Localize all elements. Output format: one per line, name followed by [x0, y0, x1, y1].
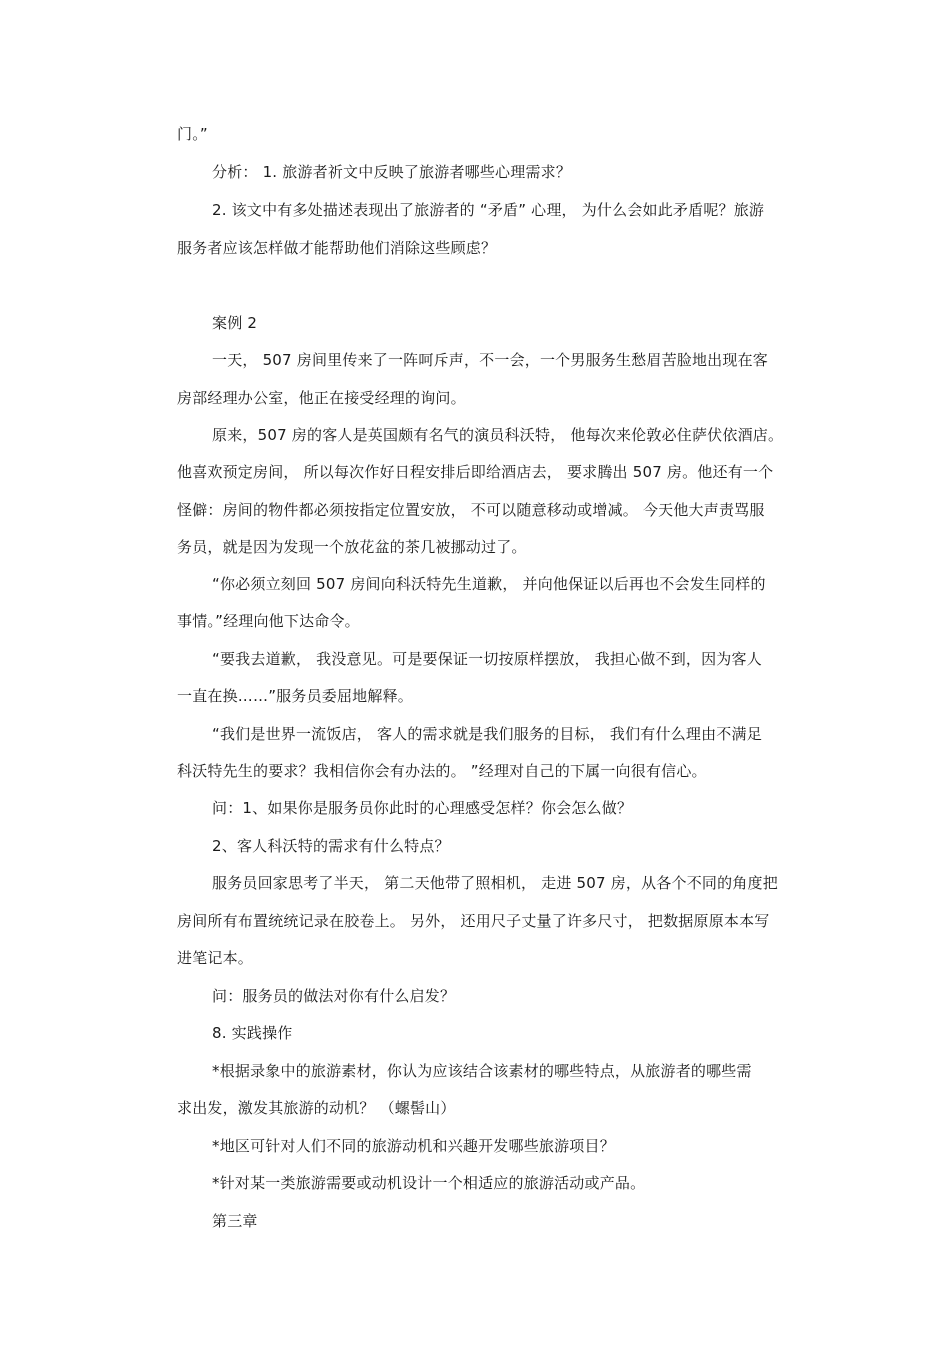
practice-item: *根据录象中的旅游素材，你认为应该结合该素材的哪些特点，从旅游者的哪些需 — [212, 1062, 752, 1080]
text-line: 门。” — [177, 125, 208, 143]
text-line: 服务员回家思考了半天， 第二天他带了照相机， 走进 507 房，从各个不同的角度把 — [212, 874, 778, 892]
practice-item: *针对某一类旅游需要或动机设计一个相适应的旅游活动或产品。 — [212, 1174, 646, 1192]
analysis-question-2: 2. 该文中有多处描述表现出了旅游者的 “矛盾” 心理， 为什么会如此矛盾呢？旅游 — [212, 201, 765, 219]
text-line: 一天， 507 房间里传来了一阵呵斥声，不一会，一个男服务生愁眉苦脸地出现在客 — [212, 351, 768, 369]
text-line: 求出发，激发其旅游的动机？ （螺髻山） — [177, 1099, 456, 1117]
section-heading: 8. 实践操作 — [212, 1024, 293, 1042]
text-line: 服务者应该怎样做才能帮助他们消除这些顾虑？ — [177, 239, 497, 257]
analysis-question-1: 分析： 1. 旅游者祈文中反映了旅游者哪些心理需求？ — [212, 163, 572, 181]
text-line: “你必须立刻回 507 房间向科沃特先生道歉， 并向他保证以后再也不会发生同样的 — [212, 575, 766, 593]
practice-item: *地区可针对人们不同的旅游动机和兴趣开发哪些旅游项目？ — [212, 1137, 615, 1155]
text-line: 原来，507 房的客人是英国颇有名气的演员科沃特， 他每次来伦敦必住萨伏依酒店。 — [212, 426, 784, 444]
text-line: 怪僻：房间的物件都必须按指定位置安放， 不可以随意移动或增减。 今天他大声责骂服 — [177, 501, 765, 519]
case-heading: 案例 2 — [212, 314, 258, 332]
text-line: 房间所有布置统统记录在胶卷上。 另外， 还用尺子丈量了许多尺寸， 把数据原原本本写 — [177, 912, 770, 930]
text-line: 事情。”经理向他下达命令。 — [177, 612, 360, 630]
chapter-heading: 第三章 — [212, 1212, 258, 1230]
text-line: “我们是世界一流饭店， 客人的需求就是我们服务的目标， 我们有什么理由不满足 — [212, 725, 762, 743]
text-line: 他喜欢预定房间， 所以每次作好日程安排后即给酒店去， 要求腾出 507 房。他还有一个 — [177, 463, 774, 481]
question-3: 问：服务员的做法对你有什么启发？ — [212, 987, 456, 1005]
text-line: 科沃特先生的要求？我相信你会有办法的。 ”经理对自己的下属一向很有信心。 — [177, 762, 707, 780]
question-1: 问：1、如果你是服务员你此时的心理感受怎样？你会怎么做？ — [212, 799, 633, 817]
text-line: 房部经理办公室，他正在接受经理的询问。 — [177, 389, 466, 407]
question-2: 2、客人科沃特的需求有什么特点？ — [212, 837, 450, 855]
text-line: 进笔记本。 — [177, 949, 254, 967]
text-line: 一直在换……”服务员委屈地解释。 — [177, 687, 413, 705]
text-line: 务员，就是因为发现一个放花盆的茶几被挪动过了。 — [177, 538, 527, 556]
text-line: “要我去道歉， 我没意见。可是要保证一切按原样摆放， 我担心做不到，因为客人 — [212, 650, 762, 668]
